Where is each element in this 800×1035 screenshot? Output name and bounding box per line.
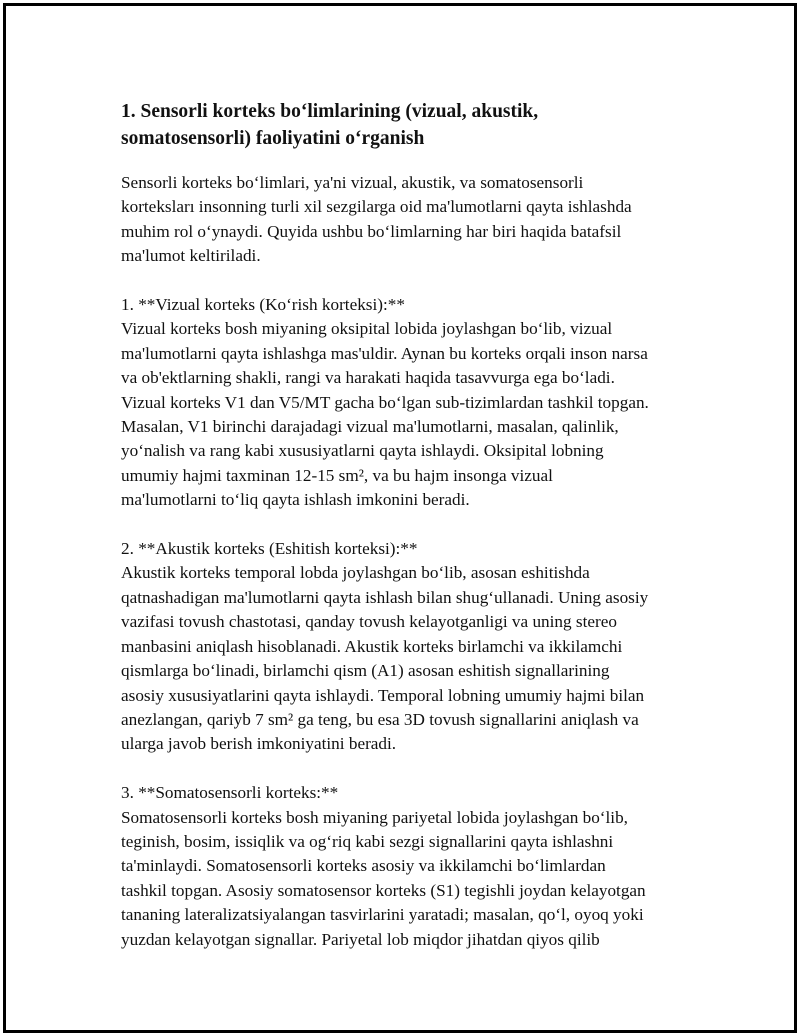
visual-cortex-paragraph: 1. **Vizual korteks (Ko‘rish korteksi):** Vizual korteks bosh miyaning oksipital lobida joylashgan bo‘lib, vizual ma'lumotlarni qayta ishlashga mas'uldir. Aynan bu korteks orqali inson narsa va ob'ektlarning shakli, rangi va harakati haqida tasavvurga ega bo‘ladi. Vizual korteks V1 dan V5/MT gacha bo‘lgan sub-tizimlardan tashkil topgan. Masalan, V1 birinchi darajadagi vizual ma'lumotlarni, masalan, qalinlik, yo‘nalish va rang kabi xususiyatlarni qayta ishlaydi. Oksipital lobning umumiy hajmi taxminan 12-15 sm², va bu hajm insonga vizual ma'lumotlarni to‘liq qayta ishlash imkonini beradi. xyxy=(121,295,649,510)
document-body xyxy=(121,98,701,952)
intro-paragraph: Sensorli korteks bo‘limlari, ya'ni vizual, akustik, va somatosensorli korteksları insonning turli xil sezgilarga oid ma'lumotlarni qayta ishlashda muhim rol o‘ynaydi. Quyida ushbu bo‘limlarning har biri haqida batafsil ma'lumot keltiriladi. xyxy=(121,173,632,266)
auditory-cortex-paragraph: 2. **Akustik korteks (Eshitish korteksi):** Akustik korteks temporal lobda joylashgan bo‘lib, asosan eshitishda qatnashadigan ma'lumotlarni qayta ishlash bilan shug‘ullanadi. Uning asosiy vazifasi tovush chastotasi, qanday tovush kelayotganligi va uning stereo manbasini aniqlash hisoblanadi. Akustik korteks birlamchi va ikkilamchi qismlarga bo‘linadi, birlamchi qism (A1) asosan eshitish signallarining asosiy xususiyatlarini qayta ishlaydi. Temporal lobning umumiy hajmi bilan anezlangan, qariyb 7 sm² ga teng, bu esa 3D tovush signallarini aniqlash va ularga javob berish imkoniyatini beradi. xyxy=(121,539,649,754)
somatosensory-cortex-paragraph: 3. **Somatosensorli korteks:** Somatosensorli korteks bosh miyaning pariyetal lobida joylashgan bo‘lib, teginish, bosim, issiqlik va og‘riq kabi sezgi signallarini qayta ishlashni ta'minlaydi. Somatosensorli korteks asosiy va ikkilamchi bo‘limlardan tashkil topgan. Asosiy somatosensor korteks (S1) tegishli joydan kelayotgan tananing lateralizatsiyalangan tasvirlarini yaratadi; masalan, qo‘l, oyoq yoki yuzdan kelayotgan signallar. Pariyetal lob miqdor jihatdan qiyos qilib xyxy=(121,783,646,949)
section-title: 1. Sensorli korteks bo‘limlarining (vizual, akustik, somatosensorli) faoliyatini o‘rganish xyxy=(121,101,539,149)
document-page xyxy=(3,3,797,1033)
